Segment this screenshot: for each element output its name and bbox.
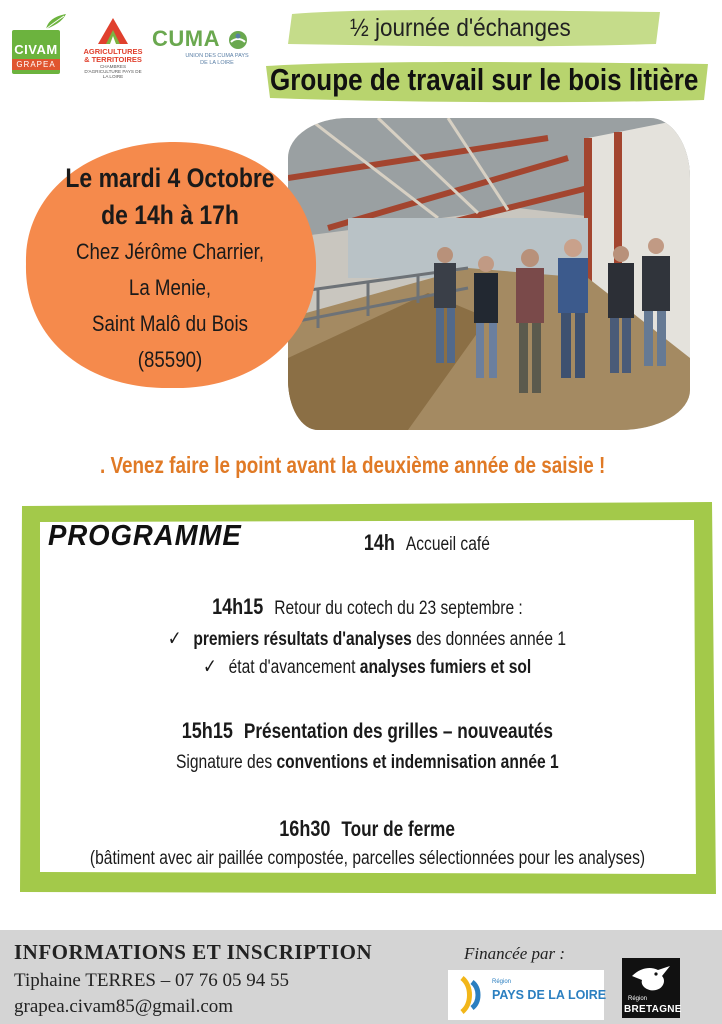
check-icon: ✓ [167, 628, 182, 650]
cuma-name: CUMA [152, 26, 220, 51]
bullet1-rest: des données année 1 [411, 629, 567, 650]
item3-time: 15h15 [181, 718, 233, 743]
bullet2-rest: état d'avancement [228, 657, 360, 678]
event-date: Le mardi 4 Octobre [65, 163, 275, 193]
civam-name: CIVAM [14, 42, 58, 57]
address-line-2: La Menie, [128, 275, 212, 300]
event-time: de 14h à 17h [101, 200, 239, 230]
chambre-agriculture-logo [82, 16, 144, 78]
funded-by-label: Financée par : [464, 944, 566, 963]
item4-detail [16, 848, 718, 870]
tagline: . Venez faire le point avant la deuxième année de saisie ! [100, 452, 606, 478]
event-details [22, 160, 318, 378]
bird-icon [630, 962, 672, 994]
cuma-logo [152, 26, 256, 74]
item2-bullet-1 [16, 626, 718, 651]
event-title: Groupe de travail sur le bois litière [270, 62, 699, 97]
check-icon: ✓ [202, 656, 217, 678]
item2-text: Retour du cotech du 23 septembre : [273, 598, 523, 619]
civam-logo [12, 12, 70, 78]
item1-time: 14h [363, 530, 396, 555]
programme-title: PROGRAMME [48, 520, 242, 552]
pdl-name: PAYS DE LA LOIRE [492, 988, 607, 1002]
bullet1-bold: premiers résultats d'analyses [193, 629, 412, 650]
region-arcs-icon [456, 976, 486, 1014]
bullet2-bold: analyses fumiers et sol [359, 657, 532, 678]
pdl-region-label: Région [492, 979, 512, 985]
barn-photo [288, 118, 690, 430]
programme-item-1 [16, 530, 718, 556]
item2-bullet-2 [16, 654, 718, 679]
pays-de-la-loire-logo [448, 970, 607, 1020]
item4-time: 16h30 [279, 816, 331, 841]
bret-region-label: Région [628, 996, 648, 1002]
cuma-subtitle: UNION DES CUMA PAYS DE LA LOIRE [185, 53, 249, 66]
programme-item-4 [16, 816, 718, 842]
programme-item-3 [16, 718, 718, 744]
item4-detail-text: (bâtiment avec air paillée compostée, parcelles sélectionnées pour les analyses) [89, 848, 645, 869]
event-subtitle: ½ journée d'échanges [350, 14, 571, 42]
address-line-4: (85590) [137, 347, 203, 372]
programme-item-2 [16, 594, 718, 620]
agri-badge-icon [96, 16, 130, 46]
agri-subtitle: CHAMBRES D'AGRICULTURE PAYS DE LA LOIRE [84, 64, 142, 79]
globe-icon [228, 30, 248, 50]
civam-sub: GRAPEA [12, 59, 60, 70]
item3-line-2 [16, 752, 718, 774]
item2-time: 14h15 [211, 594, 263, 619]
contact-line: Tiphaine TERRES – 07 76 05 94 55 [14, 970, 289, 991]
item4-text: Tour de ferme [341, 818, 455, 841]
item3-text: Présentation des grilles – nouveautés [243, 720, 553, 743]
leaf-icon [42, 12, 68, 30]
agri-title: AGRICULTURES & TERRITOIRES [83, 47, 143, 64]
item3-line2-rest: Signature des [175, 752, 277, 773]
info-title: INFORMATIONS ET INSCRIPTION [14, 940, 373, 964]
contact-email[interactable]: grapea.civam85@gmail.com [14, 996, 234, 1017]
item1-text: Accueil café [406, 534, 491, 555]
bret-name: BRETAGNE [624, 1004, 682, 1015]
address-line-3: Saint Malô du Bois [92, 311, 248, 336]
bretagne-logo [622, 958, 680, 1018]
address-line-1: Chez Jérôme Charrier, [75, 239, 265, 264]
item3-line2-bold: conventions et indemnisation année 1 [276, 752, 559, 773]
